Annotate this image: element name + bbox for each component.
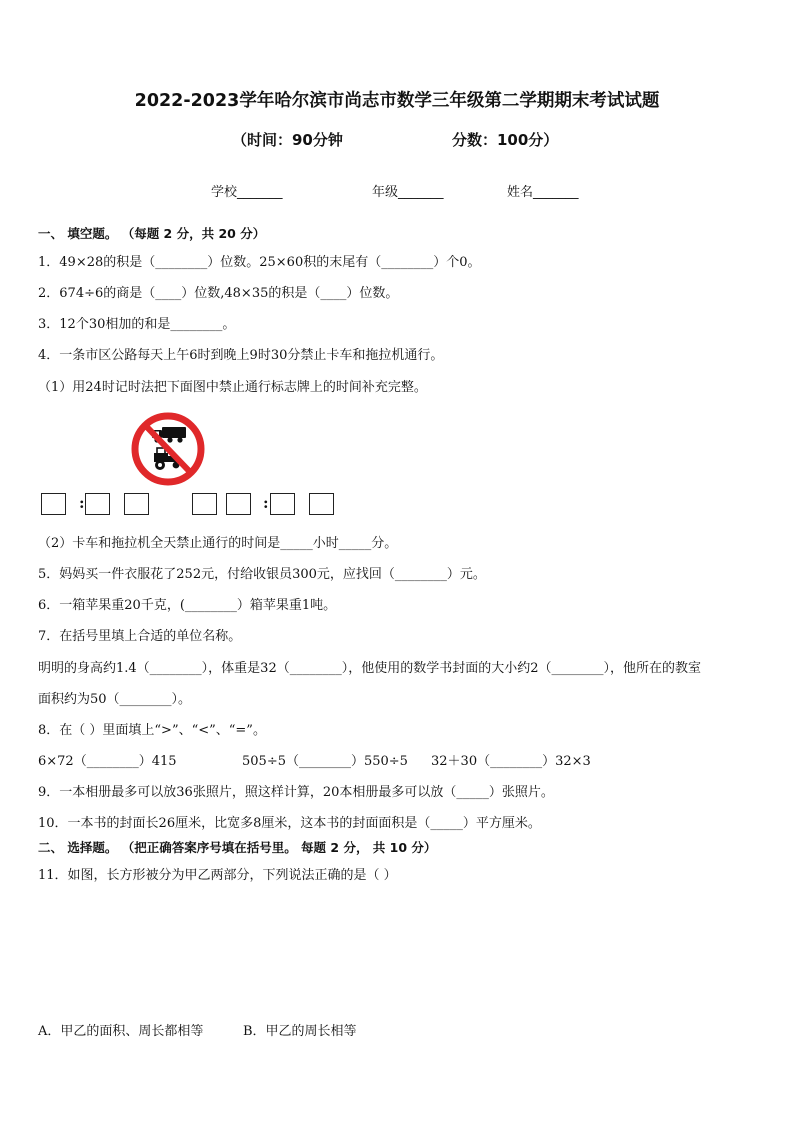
option-b: B．甲乙的周长相等 <box>243 1024 357 1039</box>
question-7: 7．在括号里填上合适的单位名称。 <box>38 629 242 644</box>
time-box-end-hour-tens[interactable] <box>192 493 217 515</box>
question-8-c: 32＋30（________）32×3 <box>431 754 591 769</box>
page-title: 2022-2023学年哈尔滨市尚志市数学三年级第二学期期末考试试题 <box>134 91 660 111</box>
no-trucks-tractors-sign-icon <box>128 410 208 488</box>
time-box-end-minute-tens[interactable] <box>270 493 295 515</box>
option-a: A．甲乙的面积、周长都相等 <box>38 1024 204 1039</box>
time-box-start-minute[interactable] <box>124 493 149 515</box>
section2-heading: 二、 选择题。 （把正确答案序号填在括号里。 每题 2 分， 共 10 分） <box>38 840 437 855</box>
question-5: 5．妈妈买一件衣服花了252元，付给收银员300元，应找回（________）元。 <box>38 567 486 582</box>
time-colon-start: : <box>79 494 85 512</box>
grade-field: 年级_______ <box>372 185 444 200</box>
question-10: 10．一本书的封面长26厘米，比宽多8厘米，这本书的封面面积是（_____）平方厘米。 <box>38 816 541 831</box>
section1-heading: 一、 填空题。 （每题 2 分，共 20 分） <box>38 226 266 241</box>
question-2: 2．674÷6的商是（____）位数,48×35的积是（____）位数。 <box>38 286 399 301</box>
school-field: 学校_______ <box>211 185 283 200</box>
question-11: 11．如图，长方形被分为甲乙两部分，下列说法正确的是（ ） <box>38 868 397 883</box>
time-colon-end: : <box>263 494 269 512</box>
time-box-start-hour-tens[interactable] <box>41 493 66 515</box>
exam-time: （时间：90分钟 <box>232 131 343 149</box>
question-7-line2: 面积约为50（________）。 <box>38 692 192 707</box>
time-box-start-hour-ones[interactable] <box>85 493 110 515</box>
question-8-b: 505÷5（________）550÷5 <box>242 754 408 769</box>
question-4-part2: （2）卡车和拖拉机全天禁止通行的时间是_____小时_____分。 <box>38 536 398 551</box>
question-6: 6．一箱苹果重20千克，(________）箱苹果重1吨。 <box>38 598 337 613</box>
question-9: 9．一本相册最多可以放36张照片，照这样计算，20本相册最多可以放（_____）张照片。 <box>38 785 554 800</box>
question-8-a: 6×72（________）415 <box>38 754 177 769</box>
name-field: 姓名_______ <box>507 185 579 200</box>
exam-score: 分数：100分） <box>452 131 559 149</box>
question-4-part1: （1）用24时记时法把下面图中禁止通行标志牌上的时间补充完整。 <box>38 380 427 395</box>
time-box-end-hour-ones[interactable] <box>226 493 251 515</box>
question-8: 8．在（ ）里面填上“>”、“<”、“=”。 <box>38 723 266 738</box>
question-4: 4．一条市区公路每天上午6时到晚上9时30分禁止卡车和拖拉机通行。 <box>38 348 444 363</box>
question-1: 1．49×28的积是（________）位数。25×60积的末尾有（________）个0。 <box>38 255 481 270</box>
time-box-end-minute-ones[interactable] <box>309 493 334 515</box>
question-7-line1: 明明的身高约1.4（________），体重是32（________），他使用的数学书封面的大小约2（________），他所在的教室 <box>38 661 701 676</box>
question-3: 3．12个30相加的和是________。 <box>38 317 236 332</box>
